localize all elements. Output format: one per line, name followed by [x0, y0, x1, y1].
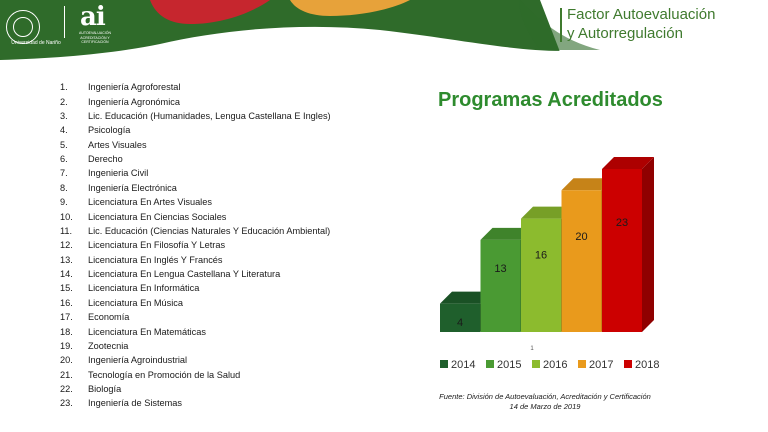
legend-swatch	[532, 360, 540, 368]
legend-label: 2015	[497, 359, 522, 371]
source-note	[400, 392, 690, 412]
legend-swatch	[440, 360, 448, 368]
list-item	[60, 368, 331, 382]
list-item-number: 2.	[60, 96, 68, 107]
list-item-label: Biología	[88, 384, 122, 395]
list-item-number: 16.	[60, 297, 73, 308]
list-item-number: 20.	[60, 355, 73, 366]
list-item	[60, 238, 331, 252]
ai-logo-subtitle-2: ACREDITACIÓN Y CERTIFICACIÓN	[80, 36, 110, 44]
bar	[562, 190, 602, 332]
legend-label: 2014	[451, 359, 476, 371]
list-item	[60, 109, 331, 123]
list-item-label: Ingeniería de Sistemas	[88, 398, 182, 409]
list-item	[60, 353, 331, 367]
legend-swatch	[578, 360, 586, 368]
list-item-label: Psicología	[88, 125, 131, 136]
list-item-number: 21.	[60, 369, 73, 380]
university-seal-icon	[6, 10, 40, 44]
list-item	[60, 267, 331, 281]
list-item	[60, 195, 331, 209]
logo-divider	[64, 6, 65, 38]
bar-value-label: 13	[494, 263, 507, 276]
list-item-label: Licenciatura En Ciencias Sociales	[88, 211, 227, 222]
list-item-number: 14.	[60, 269, 73, 280]
list-item-label: Licenciatura En Lengua Castellana Y Literatura	[88, 269, 281, 280]
list-item-label: Licenciatura En Música	[88, 297, 183, 308]
list-item-label: Ingeniería Agronómica	[88, 96, 180, 107]
list-item-label: Ingenieria Civil	[88, 168, 149, 179]
list-item	[60, 94, 331, 108]
list-item-number: 10.	[60, 211, 73, 222]
bar	[481, 240, 521, 332]
list-item	[60, 209, 331, 223]
list-item-label: Ingeniería Agroindustrial	[88, 355, 188, 366]
list-item	[60, 396, 331, 410]
list-item-number: 17.	[60, 312, 73, 323]
list-item-label: Licenciatura En Filosofía Y Letras	[88, 240, 226, 251]
accredited-programs-list	[60, 80, 331, 411]
list-item-number: 9.	[60, 197, 68, 208]
bar-side	[642, 157, 654, 332]
list-item-number: 5.	[60, 139, 68, 150]
list-item-label: Licenciatura En Matemáticas	[88, 326, 206, 337]
list-item-label: Licenciatura En Informática	[88, 283, 200, 294]
list-item	[60, 324, 331, 338]
factor-title-line2: y Autorregulación	[567, 25, 683, 42]
list-item	[60, 181, 331, 195]
list-item-number: 11.	[60, 225, 73, 236]
source-line-2: 14 de Marzo de 2019	[509, 402, 581, 411]
list-item-number: 15.	[60, 283, 73, 294]
ai-logo-subtitle: AUTOEVALUACIÓN	[79, 31, 111, 35]
list-item	[60, 138, 331, 152]
legend-swatch	[624, 360, 632, 368]
legend-label: 2017	[589, 359, 614, 371]
list-item	[60, 152, 331, 166]
legend-swatch	[486, 360, 494, 368]
list-item	[60, 296, 331, 310]
list-item	[60, 224, 331, 238]
list-item-label: Ingeniería Agroforestal	[88, 82, 181, 93]
list-item	[60, 166, 331, 180]
list-item-number: 18.	[60, 326, 73, 337]
list-item-label: Licenciatura En Inglés Y Francés	[88, 254, 223, 265]
list-item	[60, 253, 331, 267]
factor-title-line1: Factor Autoevaluación	[567, 6, 716, 23]
list-item-number: 3.	[60, 110, 68, 121]
ai-logo: ai	[80, 2, 105, 32]
list-item	[60, 310, 331, 324]
list-item	[60, 123, 331, 137]
list-item	[60, 382, 331, 396]
bar-value-label: 16	[534, 249, 548, 262]
bar-value-label: 4	[456, 317, 464, 329]
list-item-label: Artes Visuales	[88, 139, 147, 150]
factor-title	[567, 5, 715, 43]
university-logo	[6, 6, 61, 48]
list-item-label: Lic. Educación (Ciencias Naturales Y Educación Ambiental)	[88, 225, 331, 236]
list-item-number: 6.	[60, 154, 68, 165]
list-item-label: Lic. Educación (Humanidades, Lengua Castellana E Ingles)	[88, 110, 331, 121]
list-item-label: Licenciatura En Artes Visuales	[88, 197, 212, 208]
list-item-number: 1.	[60, 82, 68, 93]
bar-value-label: 23	[615, 217, 629, 230]
bar	[602, 169, 642, 332]
bar	[521, 219, 561, 332]
list-item-number: 7.	[60, 168, 68, 179]
header-banner	[0, 0, 768, 62]
list-item-number: 22.	[60, 384, 73, 395]
list-item-number: 8.	[60, 182, 68, 193]
list-item-label: Derecho	[88, 154, 123, 165]
list-item-number: 13.	[60, 254, 73, 265]
list-item-number: 12.	[60, 240, 73, 251]
list-item-label: Zootecnia	[88, 340, 129, 351]
list-item	[60, 339, 331, 353]
list-item	[60, 80, 331, 94]
factor-divider	[560, 8, 562, 42]
list-item	[60, 281, 331, 295]
list-item-number: 4.	[60, 125, 68, 136]
accredited-programs-chart	[424, 150, 694, 390]
legend-label: 2018	[635, 359, 660, 371]
university-name: Universidad de Nariño	[11, 40, 61, 46]
chart-title: Programas Acreditados	[438, 89, 663, 111]
x-tick-label: 1	[530, 346, 534, 352]
list-item-number: 23.	[60, 398, 73, 409]
list-item-number: 19.	[60, 340, 73, 351]
list-item-label: Tecnología en Promoción de la Salud	[88, 369, 241, 380]
bar-value-label: 20	[575, 230, 588, 243]
list-item-label: Economía	[88, 312, 130, 323]
source-line-1: Fuente: División de Autoevaluación, Acreditación y Certificación	[439, 392, 651, 401]
legend-label: 2016	[543, 359, 568, 371]
list-item-label: Ingeniería Electrónica	[88, 182, 177, 193]
